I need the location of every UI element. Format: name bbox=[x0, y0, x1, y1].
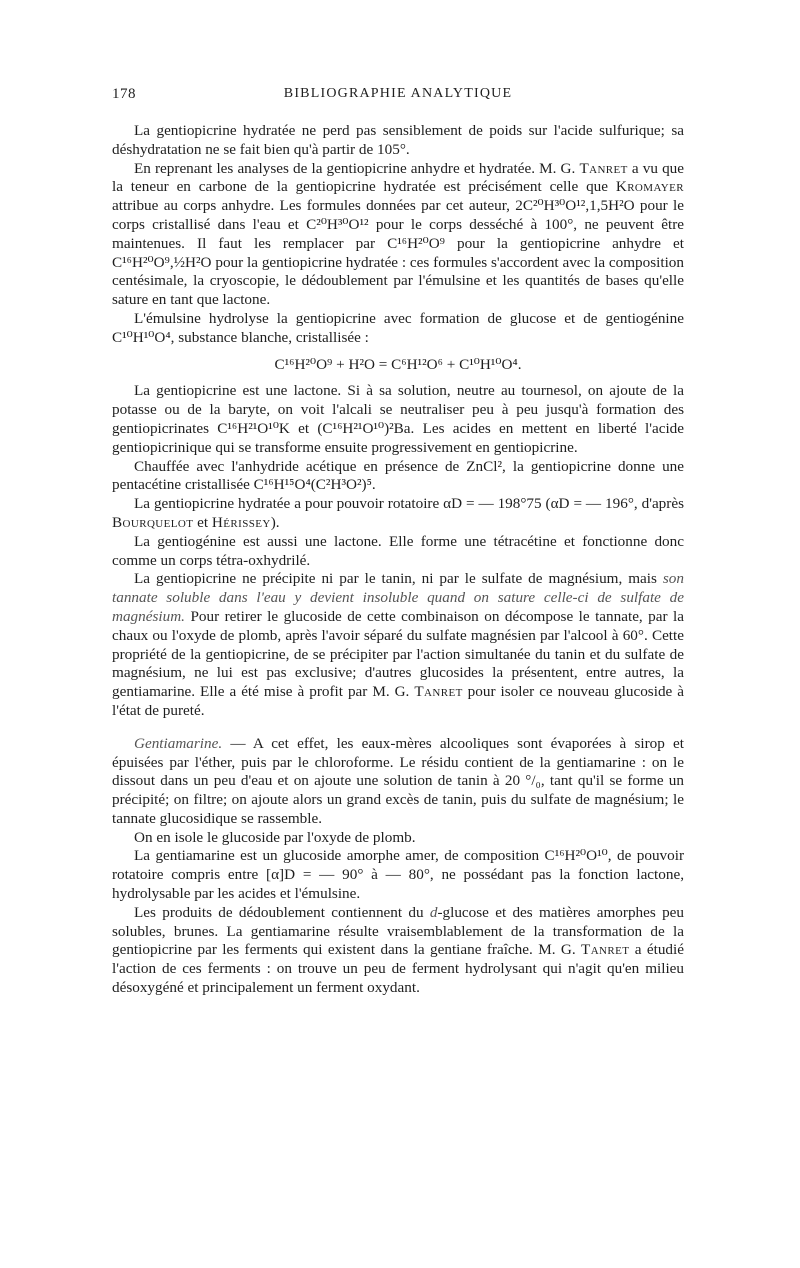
paragraph-text: En reprenant les analyses de la gentiopicrine anhydre et hydratée. M. G. bbox=[134, 159, 580, 177]
paragraph bbox=[112, 382, 684, 457]
author-name: Tanret bbox=[414, 683, 463, 701]
author-name: Kromayer bbox=[615, 178, 684, 196]
paragraph-text: La gentiamarine est un glucoside amorphe amer, de composition C¹⁶H²⁰O¹⁰, de pouvoir rotatoire compris entre [α]D = — 90° à — 80°, ne possédant pas la fonction lactone, hydrolysable par les acides et l'émulsine. bbox=[112, 847, 684, 903]
author-name: Hérissey bbox=[211, 513, 271, 531]
paragraph bbox=[112, 533, 684, 571]
chemical-equation: C¹⁶H²⁰O⁹ + H²O = C⁶H¹²O⁶ + C¹⁰H¹⁰O⁴. bbox=[274, 355, 522, 373]
paragraph-text: L'émulsine hydrolyse la gentiopicrine avec formation de glucose et de gentiogénine C¹⁰H¹⁰O⁴, substance blanche, cristallisée : bbox=[112, 309, 684, 346]
paragraph-text: attribue au corps anhydre. Les formules données par cet auteur, 2C²⁰H³⁰O¹²,1,5H²O pour le corps cristallisé dans l'eau et C²⁰H³⁰O¹² pour le corps desséché à 100°, ne peuvent être maintenues. Il faut les remplacer par C¹⁶H²⁰O⁹ pour la gentiopicrine anhydre et C¹⁶H²⁰O⁹,½H²O pour la gentiopicrine hydratée : ces formules s'accordent avec la composition centésimale, la cryoscopie, le dédoublement par l'émulsine et les quantités de bases qu'elle sature en tant que lactone. bbox=[112, 197, 684, 309]
paragraph-text: — A cet effet, les eaux-mères alcooliques sont évaporées à sirop et épuisées par l'éther, puis par le chloroforme. Le résidu contient de la gentiamarine : on le dissout dans un peu d'eau et on ajoute une solution de tanin à 20 °/₀, tant qu'il se forme un précipité; on filtre; on ajoute alors un grand excès de tanin, puis du sulfate de magnésium; le tannate glucosidique se rassemble. bbox=[112, 734, 684, 827]
paragraph-text: a étudié l'action de ces ferments : on trouve un peu de ferment hydrolysant qui n'agit qu'en milieu désoxygéné et principalement un ferment oxydant. bbox=[112, 941, 684, 997]
author-name: Bourquelot bbox=[112, 513, 194, 531]
paragraph bbox=[112, 735, 684, 829]
paragraph bbox=[112, 847, 684, 903]
author-name: Tanret bbox=[579, 159, 628, 177]
paragraph-text: On en isole le glucoside par l'oxyde de plomb. bbox=[134, 828, 416, 846]
author-name: Tanret bbox=[581, 941, 630, 959]
paragraph bbox=[112, 160, 684, 310]
paragraph-text: La gentiopicrine hydratée ne perd pas sensiblement de poids sur l'acide sulfurique; sa déshydratation ne se fait bien qu'à partir de 105°. bbox=[112, 122, 684, 158]
page-body bbox=[112, 122, 684, 998]
paragraph bbox=[112, 904, 684, 998]
paragraph bbox=[112, 310, 684, 348]
paragraph bbox=[112, 829, 684, 848]
running-title: BIBLIOGRAPHIE ANALYTIQUE bbox=[283, 86, 513, 101]
italic-text: d bbox=[429, 903, 438, 921]
paragraph-text: La gentiopicrine est une lactone. Si à sa solution, neutre au tournesol, on ajoute de la potasse ou de la baryte, on voit l'alcali se neutraliser peu à peu jusqu'à formation des gentiopicrinates C¹⁶H²¹O¹⁰K et (C¹⁶H²¹O¹⁰)²Ba. Les acides en mettent en liberté l'acide gentiopicrinique qui se transforme ensuite progressivement en gentiopicrine. bbox=[112, 382, 684, 456]
paragraph bbox=[112, 122, 684, 160]
paragraph-text: -glucose et des matières amorphes peu solubles, brunes. La gentiamarine résulte vraisemblablement de la transformation de la gentiopicrine par les ferments qui existent dans la gentiane fraîche. M. G. bbox=[112, 903, 684, 959]
paragraph bbox=[112, 570, 684, 720]
paragraph-text: Chauffée avec l'anhydride acétique en présence de ZnCl², la gentiopicrine donne une pentacétine cristallisée C¹⁶H¹⁵O⁴(C²H³O²)⁵. bbox=[112, 457, 684, 494]
paragraph-text: Les produits de dédoublement contiennent du bbox=[134, 903, 430, 921]
paragraph-text: ). bbox=[270, 513, 280, 531]
paragraph-text: pour isoler ce nouveau glucoside à l'état de pureté. bbox=[112, 683, 684, 719]
paragraph-text: a vu que la teneur en carbone de la gentiopicrine hydratée est précisément celle que bbox=[112, 159, 685, 196]
paragraph bbox=[112, 495, 684, 533]
paragraph-text: La gentiopicrine ne précipite ni par le tanin, ni par le sulfate de magnésium, mais bbox=[134, 570, 663, 588]
paragraph-text: La gentiogénine est aussi une lactone. Elle forme une tétracétine et fonctionne donc comme un corps tétra-oxhydrilé. bbox=[112, 532, 684, 569]
paragraph-text: Pour retirer le glucoside de cette combinaison on décompose le tannate, par la chaux ou l'oxyde de plomb, après l'avoir séparé du sulfate magnésien par l'alcool à 60°. Cette propriété de la gentiopicrine, de se précipiter par l'action simultanée du tanin et du sulfate de magnésium, ne lui est pas exclusive; d'autres glucosides la présentent, entre autres, la gentiamarine. Elle a été mise à profit par M. G. bbox=[112, 607, 684, 701]
paragraph-text: et bbox=[193, 513, 212, 531]
paragraph-text: La gentiopicrine hydratée a pour pouvoir rotatoire αD = — 198°75 (αD = — 196°, d'après bbox=[134, 495, 684, 513]
italic-text: son tannate soluble dans l'eau y devient insoluble quand on sature celle-ci de sulfate de magnésium. bbox=[112, 570, 684, 625]
section-heading-italic: Gentiamarine. bbox=[134, 734, 223, 752]
page-number: 178 bbox=[112, 86, 136, 102]
page-header bbox=[112, 86, 684, 108]
paragraph bbox=[112, 458, 684, 496]
